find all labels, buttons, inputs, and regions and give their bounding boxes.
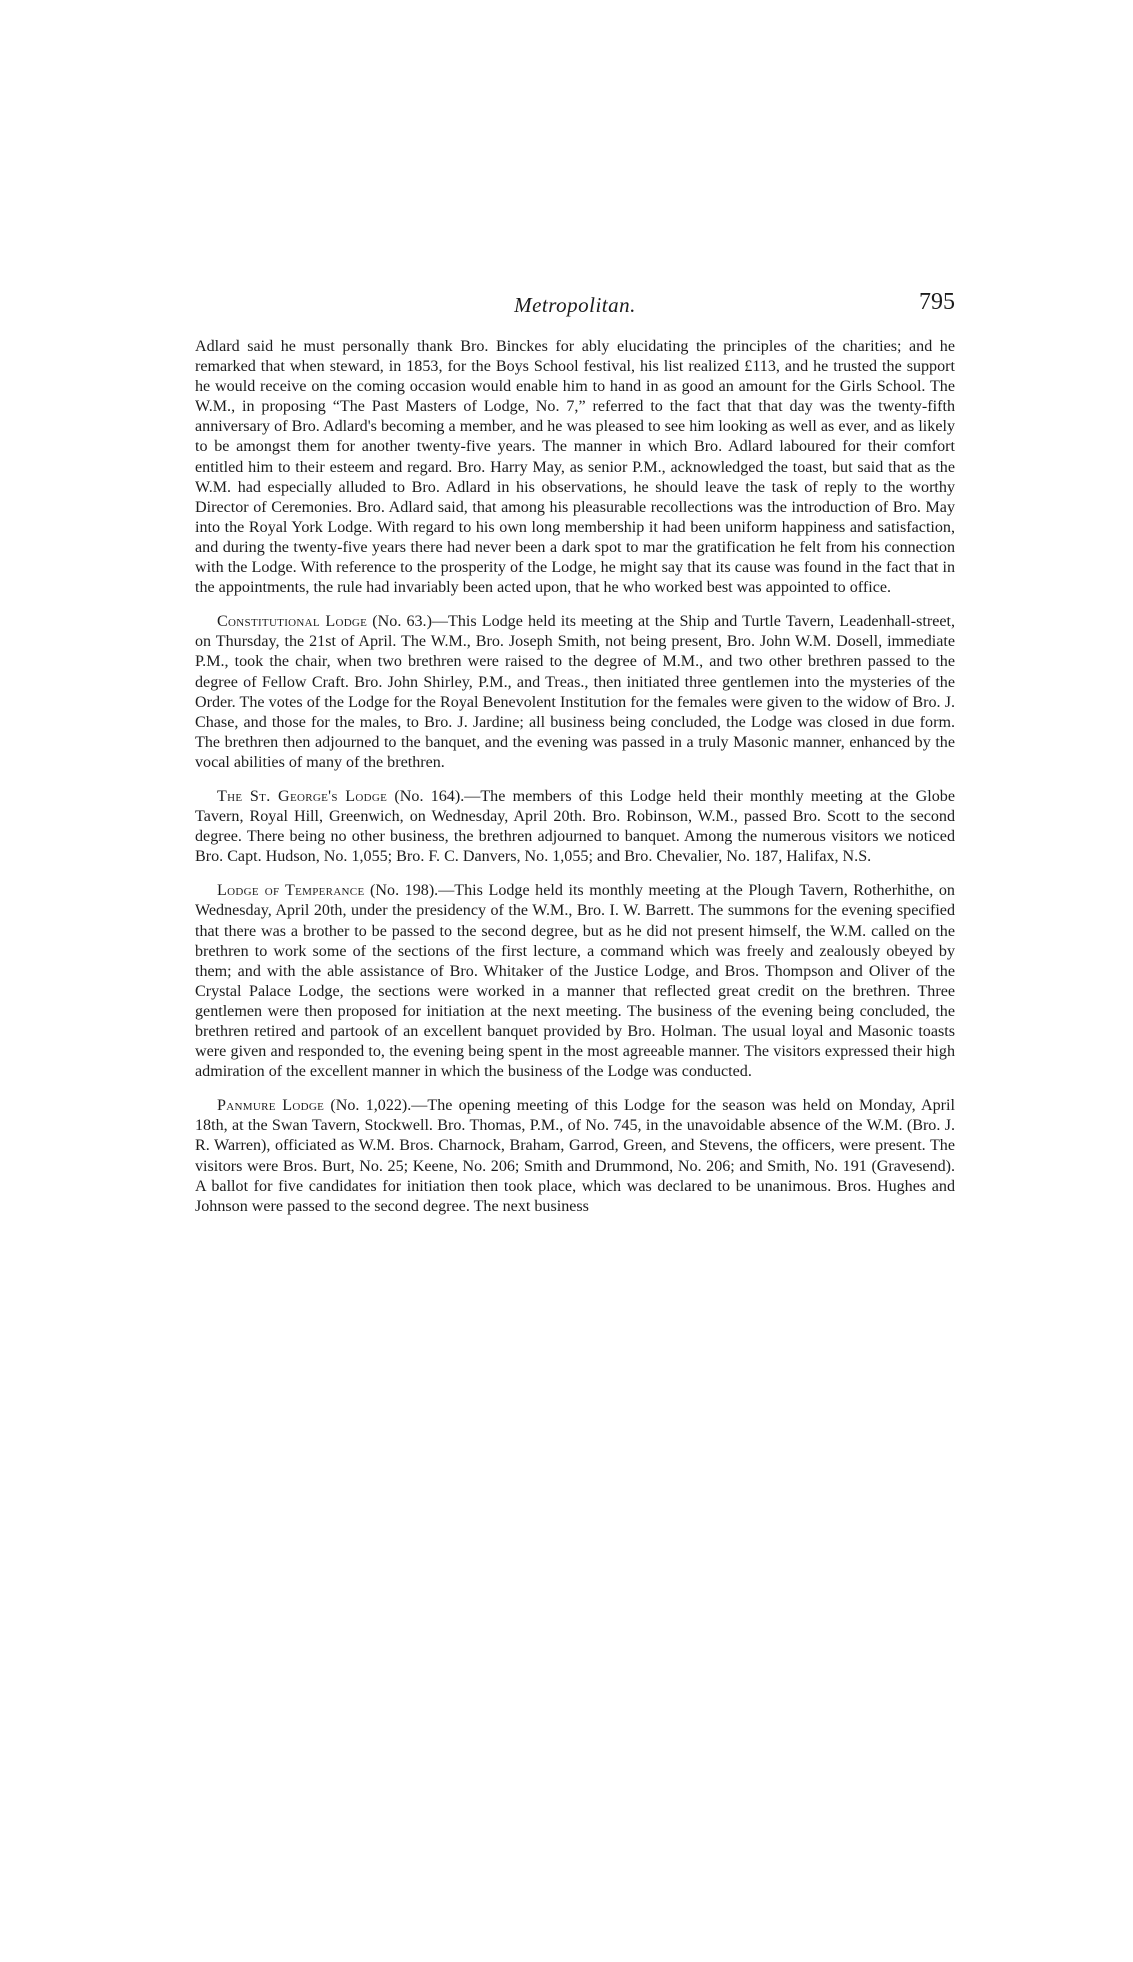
page-number: 795: [919, 289, 955, 315]
paragraph-text: (No. 1,022).—The opening meeting of this Lodge for the season was held on Monday, April 18th, at the Swan Tavern, Stockwell. Bro. Thomas, P.M., of No. 745, in the unavoidable absence of the W.M. (Bro. J. R. Warren), officiated as W.M. Bros. Charnock, Braham, Garrod, Green, and Stevens, the officers, were present. The visitors were Bros. Burt, No. 25; Keene, No. 206; Smith and Drummond, No. 206; and Smith, No. 191 (Gravesend). A ballot for five candidates for initiation then took place, which was declared to be unanimous. Bros. Hughes and Johnson were passed to the second degree. The next business: [195, 1097, 955, 1215]
page-header: [195, 289, 955, 327]
paragraph-text: (No. 164).—The members of this Lodge held their monthly meeting at the Globe Tavern, Royal Hill, Greenwich, on Wednesday, April 20th. Bro. Robinson, W.M., passed Bro. Scott to the second degree. There being no other business, the brethren adjourned to banquet. Among the numerous visitors we noticed Bro. Capt. Hudson, No. 1,055; Bro. F. C. Danvers, No. 1,055; and Bro. Chevalier, No. 187, Halifax, N.S.: [195, 787, 955, 866]
paragraph-lead: Panmure Lodge: [217, 1097, 325, 1115]
paragraph-text: (No. 63.)—This Lodge held its meeting at the Ship and Turtle Tavern, Leadenhall-street, on Thursday, the 21st of April. The W.M., Bro. Joseph Smith, not being present, Bro. John W.M. Dosell, immediate P.M., took the chair, when two brethren were raised to the degree of M.M., and two other brethren passed to the degree of Fellow Craft. Bro. John Shirley, P.M., and Treas., then initiated three gentlemen into the mysteries of the Order. The votes of the Lodge for the Royal Benevolent Institution for the females were given to the widow of Bro. J. Chase, and those for the males, to Bro. J. Jardine; all business being concluded, the Lodge was closed in due form. The brethren then adjourned to the banquet, and the evening was passed in a truly Masonic manner, enhanced by the vocal abilities of many of the brethren.: [195, 613, 955, 771]
article-body: [195, 337, 955, 1231]
paragraph-text: (No. 198).—This Lodge held its monthly meeting at the Plough Tavern, Rotherhithe, on Wednesday, April 20th, under the presidency of the W.M., Bro. I. W. Barrett. The summons for the evening specified that there was a brother to be passed to the second degree, but as he did not present himself, the W.M. called on the brethren to work some of the sections of the first lecture, a command which was freely and zealously obeyed by them; and with the able assistance of Bro. Whitaker of the Justice Lodge, and Bros. Thompson and Oliver of the Crystal Palace Lodge, the sections were worked in a manner that reflected great credit on the brethren. Three gentlemen were then proposed for initiation at the next meeting. The business of the evening being concluded, the brethren retired and partook of an excellent banquet provided by Bro. Holman. The usual loyal and Masonic toasts were given and responded to, the evening being spent in the most agreeable manner. The visitors expressed their high admiration of the excellent manner in which the business of the Lodge was conducted.: [195, 882, 955, 1081]
paragraph-adlard: [195, 337, 955, 598]
paragraph-panmure-lodge: [195, 1096, 955, 1217]
paragraph-lead: The St. George's Lodge: [217, 787, 388, 805]
paragraph-constitutional-lodge: [195, 612, 955, 773]
paragraph-lead: Constitutional Lodge: [217, 613, 368, 631]
running-title: Metropolitan.: [514, 293, 636, 317]
paragraph-text: Adlard said he must personally thank Bro. Binckes for ably elucidating the principles of the charities; and he remarked that when steward, in 1853, for the Boys School festival, his list realized £113, and he trusted the support he would receive on the coming occasion would enable him to hand in as good an amount for the Girls School. The W.M., in proposing “The Past Masters of Lodge, No. 7,” referred to the fact that that day was the twenty-fifth anniversary of Bro. Adlard's becoming a member, and he was pleased to see him looking as well as ever, and as likely to be amongst them for another twenty-five years. The manner in which Bro. Adlard laboured for their comfort entitled him to their esteem and regard. Bro. Harry May, as senior P.M., acknowledged the toast, but said that as the W.M. had especially alluded to Bro. Adlard in his observations, he should leave the task of reply to the worthy Director of Ceremonies. Bro. Adlard said, that among his pleasurable recollections was the introduction of Bro. May into the Royal York Lodge. With regard to his own long membership it had been uniform happiness and satisfaction, and during the twenty-five years there had never been a dark spot to mar the gratification he felt from his connection with the Lodge. With reference to the prosperity of the Lodge, he might say that its cause was found in the fact that in the appointments, the rule had invariably been acted upon, that he who worked best was appointed to office.: [195, 338, 955, 597]
paragraph-st-georges-lodge: [195, 787, 955, 867]
paragraph-lodge-of-temperance: [195, 881, 955, 1082]
paragraph-lead: Lodge of Temperance: [217, 882, 365, 900]
